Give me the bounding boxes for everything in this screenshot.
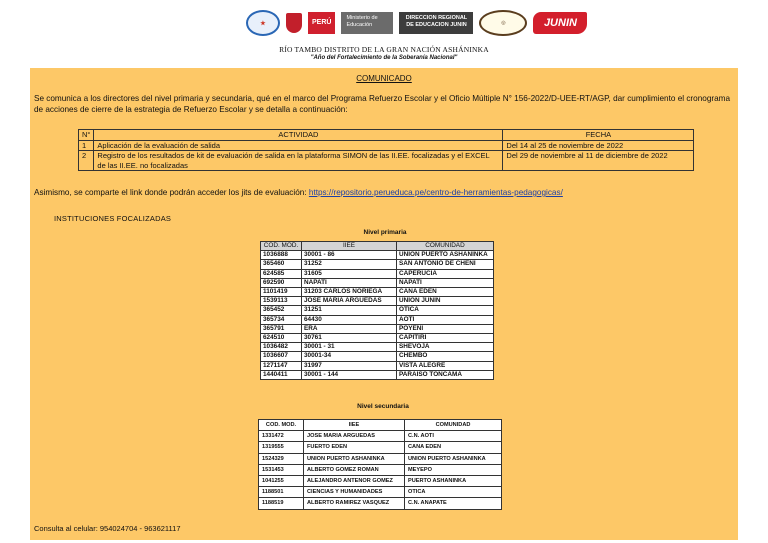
table-row bbox=[259, 453, 502, 464]
cell-cod-mod: 1036888 bbox=[261, 251, 302, 260]
cell-cod-mod: 1319555 bbox=[259, 442, 304, 453]
intro-paragraph: Se comunica a los directores del nivel primaria y secundaria, qué en el marco del Programa Refuerzo Escolar y el Oficio Múltiple N° 156-2022/D-UEE-RT/AGP, dar cumplimiento el cronograma de acciones de cierre de la estrategia de Refuerzo Escolar y se detalla a continuación: bbox=[34, 94, 731, 114]
junin-logo: JUNIN bbox=[533, 12, 587, 34]
cell-comunidad: C.N. AOTI bbox=[405, 431, 502, 442]
cell-iiee: 64430 bbox=[302, 315, 397, 324]
cell-activity: Aplicación de la evaluación de salida bbox=[94, 140, 503, 151]
peru-logo: PERÚ bbox=[308, 12, 335, 34]
link-intro: Asimismo, se comparte el link donde podrán acceder los jits de evaluación: bbox=[34, 188, 307, 197]
table-row bbox=[261, 343, 494, 352]
logo-strip bbox=[246, 10, 587, 36]
cell-cod-mod: 1524329 bbox=[259, 453, 304, 464]
document-header bbox=[0, 0, 768, 66]
table-row bbox=[259, 476, 502, 487]
secundaria-rows bbox=[259, 431, 502, 509]
cell-cod-mod: 1036482 bbox=[261, 343, 302, 352]
cell-cod-mod: 624510 bbox=[261, 334, 302, 343]
cell-cod-mod: 1188501 bbox=[259, 487, 304, 498]
cell-number: 1 bbox=[79, 140, 94, 151]
col-number: N° bbox=[79, 130, 94, 141]
table-row bbox=[259, 464, 502, 475]
district-heading: RÍO TAMBO DISTRITO DE LA GRAN NACIÓN ASHÁNINKA bbox=[279, 45, 489, 54]
cell-cod-mod: 365791 bbox=[261, 324, 302, 333]
cell-iiee: FUERTO EDEN bbox=[304, 442, 405, 453]
dre-junin-logo: DIRECCION REGIONAL DE EDUCACION JUNIN bbox=[399, 12, 473, 34]
cell-comunidad: CANA EDEN bbox=[405, 442, 502, 453]
cell-cod-mod: 365734 bbox=[261, 315, 302, 324]
table-row bbox=[261, 260, 494, 269]
contact-footer: Consulta al celular: 954024704 - 963621117 bbox=[34, 524, 181, 533]
cell-cod-mod: 624585 bbox=[261, 269, 302, 278]
table-row bbox=[261, 370, 494, 379]
table-row bbox=[259, 431, 502, 442]
cell-cod-mod: 1101419 bbox=[261, 288, 302, 297]
table-row bbox=[259, 442, 502, 453]
cell-comunidad: C.N. ANAPATE bbox=[405, 498, 502, 509]
table-row bbox=[261, 251, 494, 260]
table-row bbox=[261, 334, 494, 343]
cell-comunidad: VISTA ALEGRE bbox=[397, 361, 494, 370]
cell-cod-mod: 1531453 bbox=[259, 464, 304, 475]
cell-iiee: JOSE MARIA ARGUEDAS bbox=[304, 431, 405, 442]
col-cod-mod: COD. MOD. bbox=[261, 242, 302, 251]
cell-comunidad: POYENI bbox=[397, 324, 494, 333]
cell-iiee: ALBERTO RAMIREZ VASQUEZ bbox=[304, 498, 405, 509]
col-comunidad: COMUNIDAD bbox=[397, 242, 494, 251]
col-cod-mod: COD. MOD. bbox=[259, 420, 304, 431]
cell-comunidad: CHEMBO bbox=[397, 352, 494, 361]
cell-comunidad: AOTI bbox=[397, 315, 494, 324]
table-row bbox=[261, 306, 494, 315]
cell-comunidad: PUERTO ASHANINKA bbox=[405, 476, 502, 487]
col-iiee: IIEE bbox=[302, 242, 397, 251]
cell-comunidad: SAN ANTONIO DE CHENI bbox=[397, 260, 494, 269]
cell-comunidad: SHEVOJA bbox=[397, 343, 494, 352]
table-row bbox=[261, 288, 494, 297]
table-row bbox=[259, 487, 502, 498]
cell-cod-mod: 692590 bbox=[261, 278, 302, 287]
cell-comunidad: CAPITIRI bbox=[397, 334, 494, 343]
year-motto: "Año del Fortalecimiento de la Soberanía Nacional" bbox=[310, 55, 458, 61]
cell-comunidad: OTICA bbox=[405, 487, 502, 498]
cell-cod-mod: 1188519 bbox=[259, 498, 304, 509]
cell-iiee: 31251 bbox=[302, 306, 397, 315]
table-header-row bbox=[261, 242, 494, 251]
cell-iiee: 31605 bbox=[302, 269, 397, 278]
cell-cod-mod: 1041255 bbox=[259, 476, 304, 487]
cell-cod-mod: 365460 bbox=[261, 260, 302, 269]
cell-cod-mod: 1440411 bbox=[261, 370, 302, 379]
cell-comunidad: CAPERUCIA bbox=[397, 269, 494, 278]
cell-comunidad: NAPATI bbox=[397, 278, 494, 287]
cell-iiee: ALEJANDRO ANTENOR GOMEZ bbox=[304, 476, 405, 487]
cell-comunidad: UNION PUERTO ASHANINKA bbox=[405, 453, 502, 464]
page-title: COMUNICADO bbox=[356, 74, 412, 83]
table-row bbox=[261, 297, 494, 306]
cell-iiee: ALBERTO GOMEZ ROMAN bbox=[304, 464, 405, 475]
table-row bbox=[261, 324, 494, 333]
table-row bbox=[259, 498, 502, 509]
peru-shield-icon bbox=[286, 13, 302, 33]
cell-iiee: 31997 bbox=[302, 361, 397, 370]
col-date: FECHA bbox=[503, 130, 694, 141]
cell-iiee: 30001 - 144 bbox=[302, 370, 397, 379]
table-row bbox=[261, 278, 494, 287]
cell-comunidad: UNION PUERTO ASHANINKA bbox=[397, 251, 494, 260]
institutions-heading: INSTITUCIONES FOCALIZADAS bbox=[54, 214, 172, 223]
cell-iiee: CIENCIAS Y HUMANIDADES bbox=[304, 487, 405, 498]
ministry-logo: Ministerio de Educación bbox=[341, 12, 393, 34]
cell-comunidad: CANA EDEN bbox=[397, 288, 494, 297]
cell-iiee: NAPATI bbox=[302, 278, 397, 287]
cell-comunidad: MEYEPO bbox=[405, 464, 502, 475]
cell-cod-mod: 365452 bbox=[261, 306, 302, 315]
cell-iiee: 31252 bbox=[302, 260, 397, 269]
resources-link[interactable]: https://repositorio.perueduca.pe/centro-de-herramientas-pedagogicas/ bbox=[308, 188, 563, 197]
cell-date: Del 14 al 25 de noviembre de 2022 bbox=[503, 140, 694, 151]
cell-iiee: JOSE MARIA ARGUEDAS bbox=[302, 297, 397, 306]
secundaria-table bbox=[258, 419, 502, 510]
table-row bbox=[79, 140, 694, 151]
table-row bbox=[261, 361, 494, 370]
cell-comunidad: UNION JUNIN bbox=[397, 297, 494, 306]
cell-iiee: 30001-34 bbox=[302, 352, 397, 361]
col-activity: ACTIVIDAD bbox=[94, 130, 503, 141]
ugel-logo-icon: ◎ bbox=[479, 10, 527, 36]
cell-iiee: 30001 - 86 bbox=[302, 251, 397, 260]
primaria-title: Nivel primaria bbox=[363, 229, 407, 236]
cell-cod-mod: 1331472 bbox=[259, 431, 304, 442]
primaria-table bbox=[260, 241, 494, 380]
table-row bbox=[261, 315, 494, 324]
cell-iiee: 30001 - 31 bbox=[302, 343, 397, 352]
cell-iiee: 31203 CARLOS NORIEGA bbox=[302, 288, 397, 297]
cell-comunidad: OTICA bbox=[397, 306, 494, 315]
table-row bbox=[261, 352, 494, 361]
cell-activity: Registro de los resultados de kit de evaluación de salida en la plataforma SIMON de las II.EE. focalizadas y el EXCEL de las II.EE. no focalizadas bbox=[94, 151, 503, 171]
minedu-seal-icon: ★ bbox=[246, 10, 280, 36]
table-header-row bbox=[259, 420, 502, 431]
link-paragraph bbox=[34, 188, 563, 197]
cell-cod-mod: 1271147 bbox=[261, 361, 302, 370]
secundaria-title: Nivel secundaria bbox=[357, 403, 409, 410]
cell-cod-mod: 1539113 bbox=[261, 297, 302, 306]
cell-iiee: UNION PUERTO ASHANINKA bbox=[304, 453, 405, 464]
activities-table bbox=[78, 129, 694, 171]
cell-comunidad: PARAISO TONCAMA bbox=[397, 370, 494, 379]
table-row bbox=[261, 269, 494, 278]
cell-number: 2 bbox=[79, 151, 94, 171]
table-header-row bbox=[79, 130, 694, 141]
cell-iiee: 30761 bbox=[302, 334, 397, 343]
table-row bbox=[79, 151, 694, 171]
col-comunidad: COMUNIDAD bbox=[405, 420, 502, 431]
cell-iiee: ERA bbox=[302, 324, 397, 333]
communique-body bbox=[30, 68, 738, 540]
primaria-rows bbox=[261, 251, 494, 380]
cell-date: Del 29 de noviembre al 11 de diciembre de 2022 bbox=[503, 151, 694, 171]
cell-cod-mod: 1036607 bbox=[261, 352, 302, 361]
col-iiee: IIEE bbox=[304, 420, 405, 431]
